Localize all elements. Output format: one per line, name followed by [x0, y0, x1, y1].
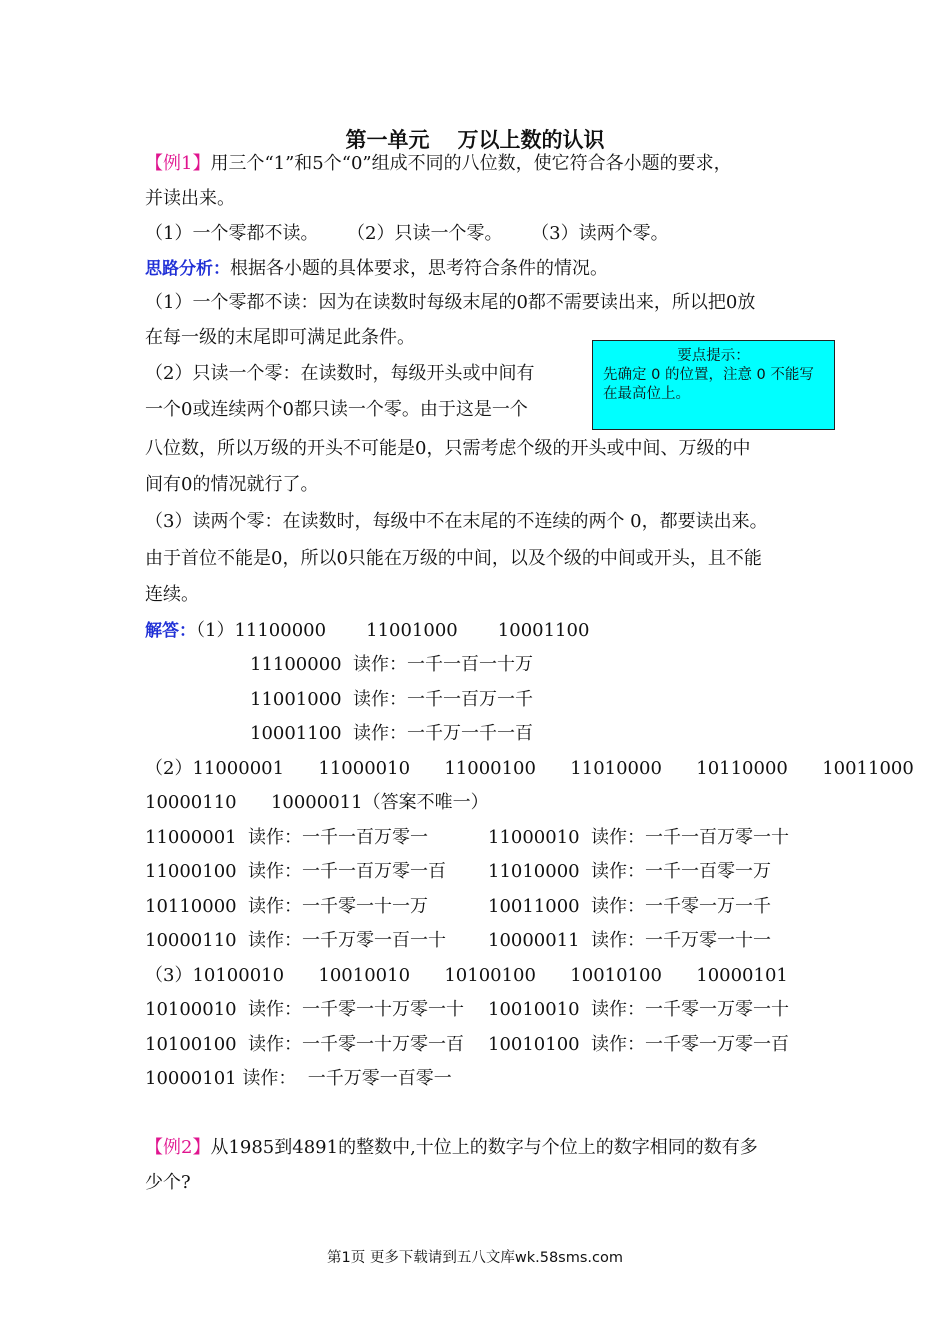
answer-part3-row1-right: 10010010 读作：一千零一万零一十 [488, 999, 790, 1020]
example2-tag: 【例2】 [145, 1137, 211, 1158]
analysis-label: 思路分析： [145, 259, 230, 279]
title-unit: 第一单元 [345, 128, 430, 152]
answer-part3-row2-left: 10100100 读作：一千零一十万零一百 [145, 1034, 465, 1055]
analysis-line [145, 257, 608, 281]
answer-part2-row3-right: 10011000 读作：一千零一万一千 [488, 896, 772, 917]
analysis-text: 根据各小题的具体要求，思考符合条件的情况。 [230, 258, 608, 279]
page-footer: 第1页 更多下载请到五八文库wk.58sms.com [327, 1250, 623, 1266]
analysis-part2-line2: 一个0或连续两个0都只读一个零。由于这是一个 [145, 399, 528, 420]
example2-question-text: 从1985到4891的整数中,十位上的数字与个位上的数字相同的数有多 [210, 1137, 758, 1158]
analysis-part1-line1: （1）一个零都不读：因为在读数时每级末尾的0都不需要读出来，所以把0放 [145, 292, 756, 313]
answer-part1-head [145, 619, 589, 643]
answer-part2-head: （2）11000001 11000010 11000100 11010000 10110000 10011000 [145, 758, 914, 779]
tip-box [592, 340, 835, 430]
answer-part1-read1: 11100000 读作：一千一百一十万 [250, 654, 534, 675]
answer-part2-row1-left: 11000001 读作：一千一百万零一 [145, 827, 429, 848]
answer-part2-row1-right: 11000010 读作：一千一百万零一十 [488, 827, 790, 848]
example1-question-line1 [145, 152, 732, 176]
example1-tag: 【例1】 [145, 153, 211, 174]
analysis-part3-line3: 连续。 [145, 584, 199, 605]
analysis-part2-line3: 八位数，所以万级的开头不可能是0，只需考虑个级的开头或中间、万级的中 [145, 438, 751, 459]
answer-part1-read3: 10001100 读作：一千万一千一百 [250, 723, 534, 744]
tip-body: 先确定 0 的位置，注意 0 不能写在最高位上。 [603, 367, 814, 402]
analysis-part3-line2: 由于首位不能是0，所以0只能在万级的中间，以及个级的中间或开头，且不能 [145, 548, 762, 569]
answer-part2-row4-left: 10000110 读作：一千万零一百一十 [145, 930, 447, 951]
example1-question-line2: 并读出来。 [145, 188, 235, 209]
example2-question-line1 [145, 1136, 758, 1160]
answer-part1-numbers: （1）11100000 11001000 10001100 [196, 620, 590, 641]
tip-title: 要点提示： [677, 348, 750, 364]
answer-part3-last: 10000101 读作： 一千万零一百零一 [145, 1068, 452, 1089]
example1-parts: （1）一个零都不读。 （2）只读一个零。 （3）读两个零。 [145, 223, 669, 244]
answer-part3-row2-right: 10010100 读作：一千零一万零一百 [488, 1034, 790, 1055]
answer-part2-row2-left: 11000100 读作：一千一百万零一百 [145, 861, 447, 882]
analysis-part2-line4: 间有0的情况就行了。 [145, 474, 319, 495]
analysis-part3-line1: （3）读两个零：在读数时，每级中不在末尾的不连续的两个 0，都要读出来。 [145, 511, 768, 532]
example2-question-line2: 少个? [145, 1172, 191, 1193]
example1-question-text: 用三个“1”和5个“0”组成不同的八位数，使它符合各小题的要求， [210, 153, 732, 174]
analysis-part1-line2: 在每一级的末尾即可满足此条件。 [145, 327, 415, 348]
answer-part3-head: （3）10100010 10010010 10100100 10010100 10000101 [145, 965, 788, 986]
answer-label: 解答： [145, 621, 196, 641]
title-topic: 万以上数的认识 [457, 128, 605, 152]
answer-part3-row1-left: 10100010 读作：一千零一十万零一十 [145, 999, 465, 1020]
page-title [0, 124, 950, 154]
answer-part2-row2-right: 11010000 读作：一千一百零一万 [488, 861, 772, 882]
answer-part2-row4-right: 10000011 读作：一千万零一十一 [488, 930, 772, 951]
answer-part2-row3-left: 10110000 读作：一千零一十一万 [145, 896, 429, 917]
answer-part2-head2: 10000110 10000011（答案不唯一） [145, 792, 489, 813]
analysis-part2-line1: （2）只读一个零：在读数时，每级开头或中间有 [145, 363, 535, 384]
answer-part1-read2: 11001000 读作：一千一百万一千 [250, 689, 534, 710]
